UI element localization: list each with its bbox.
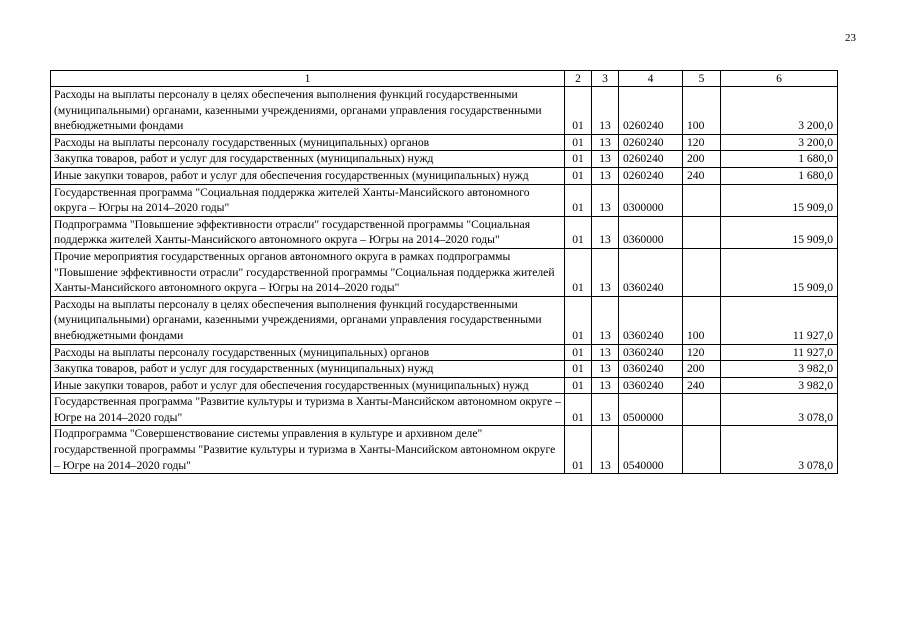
row-vr-cell: 100 [683,87,721,135]
row-rz-cell: 01 [565,377,592,394]
row-rz-cell: 01 [565,296,592,344]
table-row [51,296,838,344]
row-amount-cell: 15 909,0 [721,184,838,216]
row-amount-cell: 11 927,0 [721,296,838,344]
row-csr-cell: 0360240 [619,361,683,378]
row-amount-cell: 3 200,0 [721,134,838,151]
row-csr-cell: 0360000 [619,216,683,248]
row-pr-cell: 13 [592,184,619,216]
row-vr-cell [683,216,721,248]
row-csr-cell: 0500000 [619,394,683,426]
row-vr-cell: 240 [683,377,721,394]
row-amount-cell: 11 927,0 [721,344,838,361]
row-name-cell: Расходы на выплаты персоналу в целях обеспечения выполнения функций государственными (муниципальными) органами, казенными учреждениями, органами управления государственными внебюджетными фондами [51,87,565,135]
row-pr-cell: 13 [592,361,619,378]
row-rz-cell: 01 [565,344,592,361]
row-rz-cell: 01 [565,426,592,474]
row-pr-cell: 13 [592,426,619,474]
header-cell-amount: 6 [721,71,838,87]
table-row [51,134,838,151]
row-amount-cell: 15 909,0 [721,216,838,248]
row-csr-cell: 0260240 [619,167,683,184]
row-rz-cell: 01 [565,216,592,248]
row-name-cell: Закупка товаров, работ и услуг для государственных (муниципальных) нужд [51,151,565,168]
table-row [51,167,838,184]
table-row [51,184,838,216]
row-csr-cell: 0540000 [619,426,683,474]
row-pr-cell: 13 [592,394,619,426]
row-vr-cell [683,426,721,474]
row-vr-cell: 120 [683,344,721,361]
row-name-cell: Государственная программа "Развитие культуры и туризма в Ханты-Мансийском автономном округе – Югре на 2014–2020 годы" [51,394,565,426]
table-body [51,87,838,474]
header-cell-name: 1 [51,71,565,87]
table-row [51,394,838,426]
row-name-cell: Расходы на выплаты персоналу государственных (муниципальных) органов [51,344,565,361]
row-name-cell: Иные закупки товаров, работ и услуг для обеспечения государственных (муниципальных) нужд [51,167,565,184]
table-row [51,426,838,474]
header-row [51,71,838,87]
row-amount-cell: 15 909,0 [721,248,838,296]
header-cell-pr: 3 [592,71,619,87]
row-csr-cell: 0360240 [619,344,683,361]
row-pr-cell: 13 [592,216,619,248]
table-row [51,361,838,378]
row-csr-cell: 0300000 [619,184,683,216]
row-rz-cell: 01 [565,167,592,184]
row-name-cell: Расходы на выплаты персоналу в целях обеспечения выполнения функций государственными (муниципальными) органами, казенными учреждениями, органами управления государственными внебюджетными фондами [51,296,565,344]
row-pr-cell: 13 [592,377,619,394]
row-amount-cell: 3 982,0 [721,377,838,394]
row-pr-cell: 13 [592,296,619,344]
table-row [51,216,838,248]
row-csr-cell: 0360240 [619,377,683,394]
row-name-cell: Иные закупки товаров, работ и услуг для обеспечения государственных (муниципальных) нужд [51,377,565,394]
row-pr-cell: 13 [592,87,619,135]
row-vr-cell: 100 [683,296,721,344]
row-name-cell: Подпрограмма "Совершенствование системы управления в культуре и архивном деле" государственной программы "Развитие культуры и туризма в Ханты-Мансийском автономном округе – Югре на 2014–2020 годы" [51,426,565,474]
row-rz-cell: 01 [565,151,592,168]
row-vr-cell [683,184,721,216]
table-row [51,151,838,168]
row-vr-cell: 200 [683,361,721,378]
row-amount-cell: 3 078,0 [721,426,838,474]
row-rz-cell: 01 [565,394,592,426]
row-csr-cell: 0260240 [619,87,683,135]
row-vr-cell: 120 [683,134,721,151]
row-vr-cell [683,394,721,426]
row-csr-cell: 0360240 [619,248,683,296]
row-amount-cell: 1 680,0 [721,167,838,184]
row-pr-cell: 13 [592,151,619,168]
row-name-cell: Расходы на выплаты персоналу государственных (муниципальных) органов [51,134,565,151]
row-pr-cell: 13 [592,344,619,361]
page-number: 23 [845,32,856,44]
row-pr-cell: 13 [592,248,619,296]
table-row [51,344,838,361]
header-cell-rz: 2 [565,71,592,87]
row-csr-cell: 0260240 [619,151,683,168]
table-header [51,71,838,87]
row-vr-cell [683,248,721,296]
row-vr-cell: 200 [683,151,721,168]
row-name-cell: Прочие мероприятия государственных органов автономного округа в рамках подпрограммы "Повышение эффективности отрасли" государственной программы "Социальная поддержка жителей Ханты-Мансийского автономного округа – Югры на 2014–2020 годы" [51,248,565,296]
table-row [51,377,838,394]
row-amount-cell: 3 078,0 [721,394,838,426]
table-row [51,248,838,296]
row-name-cell: Государственная программа "Социальная поддержка жителей Ханты-Мансийского автономного округа – Югры на 2014–2020 годы" [51,184,565,216]
row-rz-cell: 01 [565,134,592,151]
row-name-cell: Подпрограмма "Повышение эффективности отрасли" государственной программы "Социальная поддержка жителей Ханты-Мансийского автономного округа – Югры на 2014–2020 годы" [51,216,565,248]
row-rz-cell: 01 [565,248,592,296]
row-rz-cell: 01 [565,361,592,378]
row-csr-cell: 0260240 [619,134,683,151]
row-pr-cell: 13 [592,167,619,184]
table-row [51,87,838,135]
header-cell-vr: 5 [683,71,721,87]
row-csr-cell: 0360240 [619,296,683,344]
header-cell-csr: 4 [619,71,683,87]
row-vr-cell: 240 [683,167,721,184]
row-amount-cell: 1 680,0 [721,151,838,168]
row-amount-cell: 3 982,0 [721,361,838,378]
row-rz-cell: 01 [565,184,592,216]
budget-table [50,70,838,474]
row-name-cell: Закупка товаров, работ и услуг для государственных (муниципальных) нужд [51,361,565,378]
row-amount-cell: 3 200,0 [721,87,838,135]
row-pr-cell: 13 [592,134,619,151]
row-rz-cell: 01 [565,87,592,135]
